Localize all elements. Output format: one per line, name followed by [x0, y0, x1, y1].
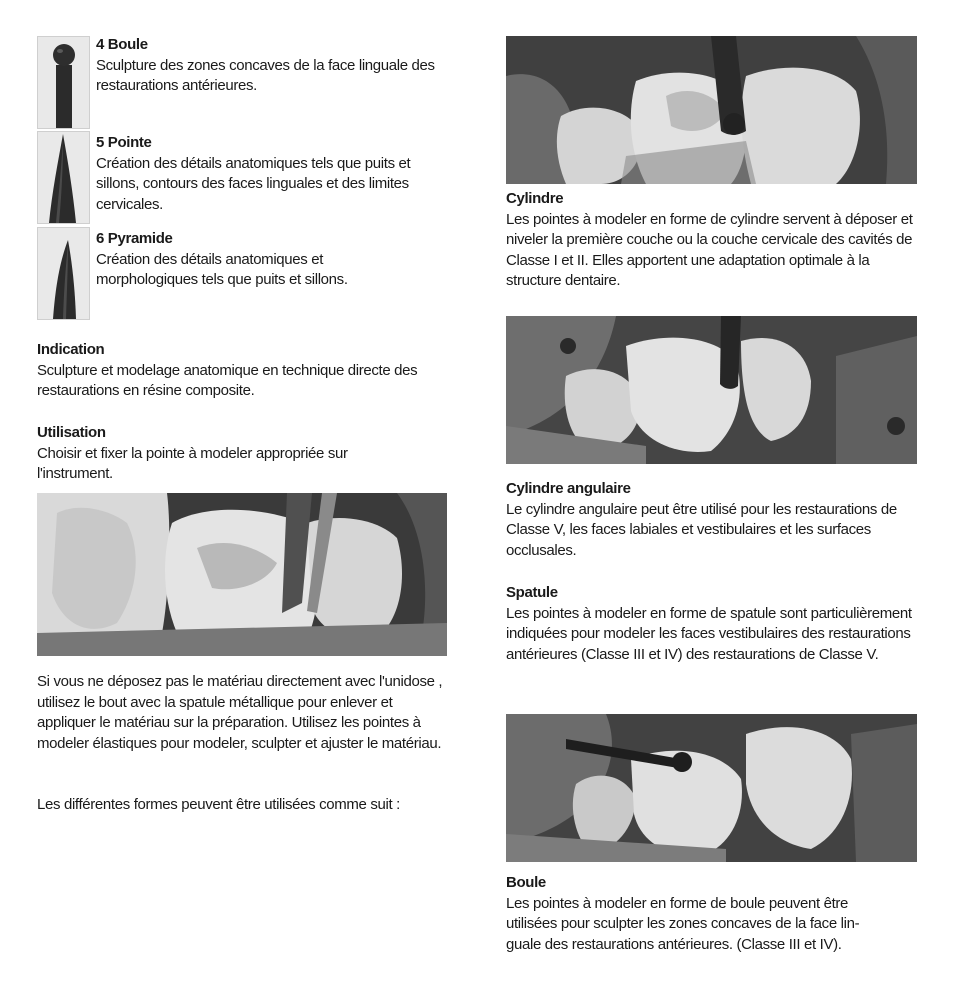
pyramide-tip-image: [37, 227, 90, 320]
paragraph-text: Si vous ne déposez pas le matériau directement avec l'unidose , utilisez le bout avec la spatule métallique pour enlever et appliquer le matériau sur la préparation. Utilisez les pointes à modeler élastiques pour modeler, sculpter et ajuster le matériau.: [37, 673, 443, 752]
cylindre-section: [506, 189, 916, 292]
shape-title: 4 Boule: [96, 36, 148, 53]
utilisation-section: [37, 423, 437, 485]
indication-section: [37, 340, 437, 402]
spatule-section: [506, 583, 916, 665]
shape-title: 5 Pointe: [96, 134, 152, 151]
cylindre-angulaire-photo: [506, 316, 917, 464]
forms-intro: [37, 795, 447, 816]
section-text: Les pointes à modeler en forme de spatule sont particulièrement indiquées pour modeler les faces vestibulaires des restaurations antérieures (Classe III et IV) des restaurations de Classe V.: [506, 604, 912, 663]
shape-description: Création des détails anatomiques et morphologiques tels que puits et sillons.: [96, 250, 348, 288]
shape-item-boule: [96, 35, 456, 97]
section-text: Les pointes à modeler en forme de boule peuvent être utilisées pour sculpter les zones concaves de la face lin-guale des restaurations antérieures. (Classe III et IV).: [506, 894, 860, 953]
section-text: Le cylindre angulaire peut être utilisé pour les restaurations de Classe V, les faces labiales et vestibulaires et les surfaces occlusales.: [506, 500, 897, 559]
shape-description: Création des détails anatomiques tels que puits et sillons, contours des faces linguales et des limites cervicales.: [96, 154, 411, 213]
shape-description: Sculpture des zones concaves de la face linguale des restaurations antérieures.: [96, 56, 435, 94]
section-text: Sculpture et modelage anatomique en technique directe des restaurations en résine composite.: [37, 361, 418, 399]
section-heading: Cylindre angulaire: [506, 480, 631, 497]
section-heading: Spatule: [506, 584, 558, 601]
shape-item-pointe: [96, 133, 456, 215]
pointe-tip-image: [37, 131, 90, 224]
usage-paragraph: [37, 672, 447, 754]
shape-item-pyramide: [96, 229, 456, 291]
section-heading: Utilisation: [37, 424, 106, 441]
shape-title: 6 Pyramide: [96, 230, 173, 247]
paragraph-text: Les différentes formes peuvent être utilisées comme suit :: [37, 796, 400, 813]
section-heading: Indication: [37, 341, 105, 358]
boule-photo: [506, 714, 917, 862]
cylindre-photo: [506, 36, 917, 184]
boule-tip-image: [37, 36, 90, 129]
molar-restoration-photo: [37, 493, 447, 656]
section-heading: Cylindre: [506, 190, 564, 207]
cylindre-angulaire-section: [506, 479, 916, 561]
section-text: Les pointes à modeler en forme de cylindre servent à déposer et niveler la première couche ou la couche cervicale des cavités de Classe I et II. Elles apportent une adaptation optimale à la structure dentaire.: [506, 210, 913, 289]
section-text: Choisir et fixer la pointe à modeler appropriée sur l'instrument.: [37, 444, 348, 482]
boule-section: [506, 873, 916, 955]
section-heading: Boule: [506, 874, 546, 891]
